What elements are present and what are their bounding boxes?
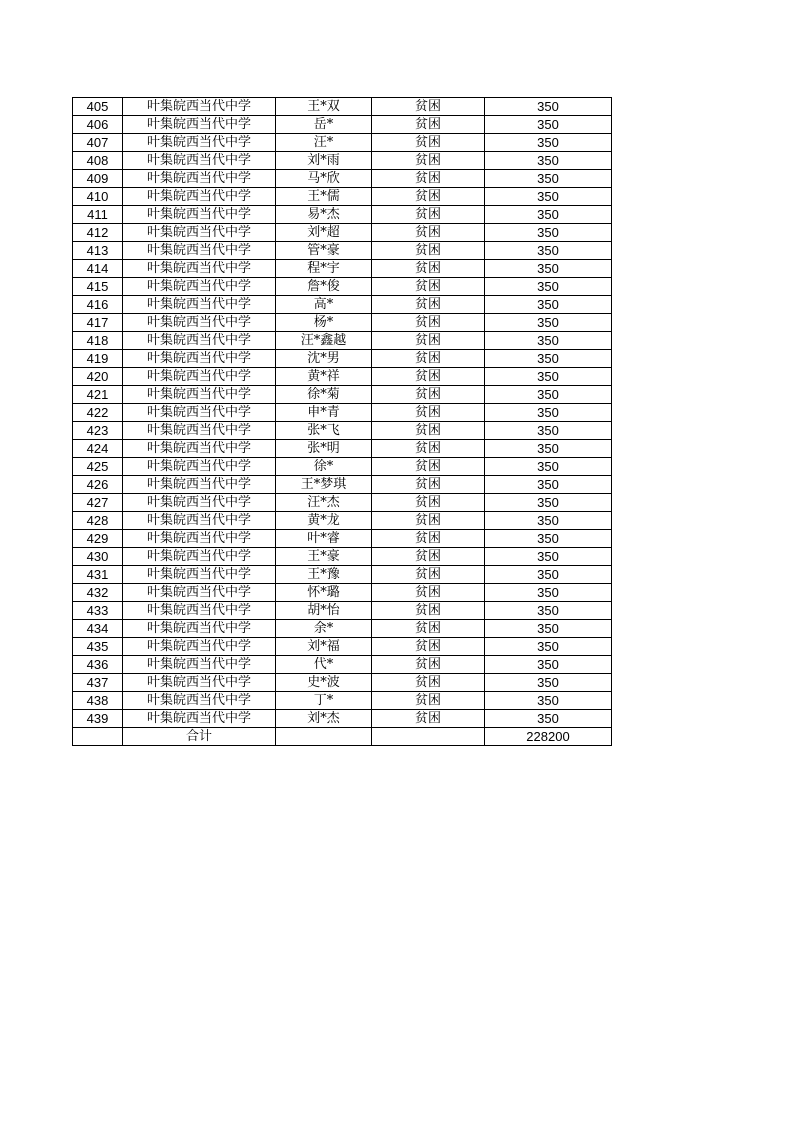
school-cell: 叶集皖西当代中学 [123,278,276,296]
type-cell: 贫困 [372,494,485,512]
type-cell: 贫困 [372,98,485,116]
no-cell: 405 [73,98,123,116]
no-cell: 414 [73,260,123,278]
no-cell: 412 [73,224,123,242]
amount-cell: 350 [485,332,612,350]
school-cell: 叶集皖西当代中学 [123,260,276,278]
school-cell: 叶集皖西当代中学 [123,494,276,512]
type-cell: 贫困 [372,566,485,584]
type-cell: 贫困 [372,404,485,422]
no-cell: 430 [73,548,123,566]
total-label-cell: 合计 [123,728,276,746]
amount-cell: 350 [485,134,612,152]
amount-cell: 350 [485,422,612,440]
table-row [73,386,612,404]
school-cell: 叶集皖西当代中学 [123,224,276,242]
table-row [73,314,612,332]
table-row [73,98,612,116]
school-cell: 叶集皖西当代中学 [123,458,276,476]
table-row [73,296,612,314]
amount-cell: 350 [485,440,612,458]
name-cell: 胡*怡 [276,602,372,620]
school-cell: 叶集皖西当代中学 [123,476,276,494]
name-cell: 叶*睿 [276,530,372,548]
school-cell: 叶集皖西当代中学 [123,548,276,566]
no-cell: 418 [73,332,123,350]
type-cell: 贫困 [372,602,485,620]
school-cell: 叶集皖西当代中学 [123,674,276,692]
no-cell: 429 [73,530,123,548]
type-cell: 贫困 [372,584,485,602]
school-cell: 叶集皖西当代中学 [123,566,276,584]
amount-cell: 350 [485,458,612,476]
type-cell: 贫困 [372,458,485,476]
table-row [73,458,612,476]
type-cell: 贫困 [372,296,485,314]
name-cell: 杨* [276,314,372,332]
name-cell: 怀*璐 [276,584,372,602]
no-cell: 409 [73,170,123,188]
name-cell: 王*双 [276,98,372,116]
table-row [73,242,612,260]
type-cell: 贫困 [372,134,485,152]
type-cell: 贫困 [372,188,485,206]
name-cell: 史*波 [276,674,372,692]
table-row [73,512,612,530]
name-cell: 王*豫 [276,566,372,584]
name-cell: 黄*祥 [276,368,372,386]
school-cell: 叶集皖西当代中学 [123,314,276,332]
name-cell: 马*欣 [276,170,372,188]
school-cell: 叶集皖西当代中学 [123,242,276,260]
table-row [73,188,612,206]
name-cell: 王*豪 [276,548,372,566]
school-cell: 叶集皖西当代中学 [123,692,276,710]
data-table [72,97,612,746]
school-cell: 叶集皖西当代中学 [123,332,276,350]
type-cell: 贫困 [372,242,485,260]
table-row [73,278,612,296]
table-row [73,350,612,368]
school-cell: 叶集皖西当代中学 [123,620,276,638]
amount-cell: 350 [485,494,612,512]
table-row [73,440,612,458]
amount-cell: 350 [485,584,612,602]
name-cell: 张*飞 [276,422,372,440]
name-cell: 汪*鑫越 [276,332,372,350]
no-cell: 426 [73,476,123,494]
type-cell: 贫困 [372,332,485,350]
total-row [73,728,612,746]
amount-cell: 350 [485,314,612,332]
total-amount-cell: 228200 [485,728,612,746]
total-no-cell [73,728,123,746]
amount-cell: 350 [485,368,612,386]
no-cell: 422 [73,404,123,422]
amount-cell: 350 [485,692,612,710]
no-cell: 434 [73,620,123,638]
amount-cell: 350 [485,206,612,224]
amount-cell: 350 [485,278,612,296]
total-name-cell [276,728,372,746]
school-cell: 叶集皖西当代中学 [123,152,276,170]
type-cell: 贫困 [372,512,485,530]
table-row [73,710,612,728]
school-cell: 叶集皖西当代中学 [123,530,276,548]
school-cell: 叶集皖西当代中学 [123,602,276,620]
no-cell: 435 [73,638,123,656]
table-row [73,404,612,422]
type-cell: 贫困 [372,152,485,170]
amount-cell: 350 [485,170,612,188]
name-cell: 丁* [276,692,372,710]
name-cell: 沈*男 [276,350,372,368]
amount-cell: 350 [485,386,612,404]
table-row [73,170,612,188]
amount-cell: 350 [485,404,612,422]
no-cell: 437 [73,674,123,692]
name-cell: 刘*杰 [276,710,372,728]
type-cell: 贫困 [372,206,485,224]
table-row [73,530,612,548]
name-cell: 黄*龙 [276,512,372,530]
school-cell: 叶集皖西当代中学 [123,386,276,404]
type-cell: 贫困 [372,368,485,386]
school-cell: 叶集皖西当代中学 [123,116,276,134]
amount-cell: 350 [485,476,612,494]
school-cell: 叶集皖西当代中学 [123,404,276,422]
table-row [73,368,612,386]
no-cell: 425 [73,458,123,476]
school-cell: 叶集皖西当代中学 [123,134,276,152]
table-row [73,638,612,656]
no-cell: 433 [73,602,123,620]
type-cell: 贫困 [372,656,485,674]
amount-cell: 350 [485,638,612,656]
amount-cell: 350 [485,602,612,620]
name-cell: 刘*雨 [276,152,372,170]
amount-cell: 350 [485,710,612,728]
school-cell: 叶集皖西当代中学 [123,350,276,368]
school-cell: 叶集皖西当代中学 [123,656,276,674]
amount-cell: 350 [485,620,612,638]
type-cell: 贫困 [372,530,485,548]
school-cell: 叶集皖西当代中学 [123,98,276,116]
table-row [73,620,612,638]
school-cell: 叶集皖西当代中学 [123,296,276,314]
amount-cell: 350 [485,98,612,116]
name-cell: 王*儒 [276,188,372,206]
table-row [73,674,612,692]
no-cell: 421 [73,386,123,404]
name-cell: 徐* [276,458,372,476]
table-row [73,692,612,710]
no-cell: 420 [73,368,123,386]
amount-cell: 350 [485,188,612,206]
table-row [73,422,612,440]
school-cell: 叶集皖西当代中学 [123,206,276,224]
no-cell: 439 [73,710,123,728]
no-cell: 438 [73,692,123,710]
amount-cell: 350 [485,152,612,170]
type-cell: 贫困 [372,710,485,728]
no-cell: 406 [73,116,123,134]
table-footer [73,728,612,746]
amount-cell: 350 [485,656,612,674]
name-cell: 汪* [276,134,372,152]
name-cell: 代* [276,656,372,674]
no-cell: 423 [73,422,123,440]
type-cell: 贫困 [372,548,485,566]
name-cell: 岳* [276,116,372,134]
name-cell: 余* [276,620,372,638]
table-row [73,134,612,152]
no-cell: 417 [73,314,123,332]
no-cell: 427 [73,494,123,512]
total-type-cell [372,728,485,746]
school-cell: 叶集皖西当代中学 [123,584,276,602]
school-cell: 叶集皖西当代中学 [123,188,276,206]
school-cell: 叶集皖西当代中学 [123,512,276,530]
name-cell: 高* [276,296,372,314]
table-row [73,494,612,512]
school-cell: 叶集皖西当代中学 [123,638,276,656]
no-cell: 424 [73,440,123,458]
school-cell: 叶集皖西当代中学 [123,440,276,458]
amount-cell: 350 [485,530,612,548]
amount-cell: 350 [485,512,612,530]
no-cell: 408 [73,152,123,170]
name-cell: 易*杰 [276,206,372,224]
amount-cell: 350 [485,242,612,260]
amount-cell: 350 [485,350,612,368]
name-cell: 管*豪 [276,242,372,260]
type-cell: 贫困 [372,116,485,134]
amount-cell: 350 [485,260,612,278]
no-cell: 407 [73,134,123,152]
type-cell: 贫困 [372,350,485,368]
table-row [73,116,612,134]
type-cell: 贫困 [372,638,485,656]
school-cell: 叶集皖西当代中学 [123,368,276,386]
table-row [73,260,612,278]
table-body [73,98,612,728]
school-cell: 叶集皖西当代中学 [123,710,276,728]
no-cell: 413 [73,242,123,260]
no-cell: 428 [73,512,123,530]
amount-cell: 350 [485,566,612,584]
type-cell: 贫困 [372,692,485,710]
name-cell: 刘*福 [276,638,372,656]
no-cell: 432 [73,584,123,602]
no-cell: 410 [73,188,123,206]
amount-cell: 350 [485,548,612,566]
amount-cell: 350 [485,674,612,692]
amount-cell: 350 [485,224,612,242]
type-cell: 贫困 [372,224,485,242]
table-row [73,206,612,224]
type-cell: 贫困 [372,620,485,638]
name-cell: 张*明 [276,440,372,458]
name-cell: 刘*超 [276,224,372,242]
table-row [73,476,612,494]
table-row [73,548,612,566]
type-cell: 贫困 [372,440,485,458]
type-cell: 贫困 [372,278,485,296]
name-cell: 申*青 [276,404,372,422]
name-cell: 王*梦琪 [276,476,372,494]
table-row [73,656,612,674]
no-cell: 411 [73,206,123,224]
no-cell: 415 [73,278,123,296]
name-cell: 程*宇 [276,260,372,278]
type-cell: 贫困 [372,260,485,278]
school-cell: 叶集皖西当代中学 [123,170,276,188]
no-cell: 431 [73,566,123,584]
no-cell: 436 [73,656,123,674]
name-cell: 徐*菊 [276,386,372,404]
no-cell: 419 [73,350,123,368]
type-cell: 贫困 [372,170,485,188]
table-row [73,224,612,242]
type-cell: 贫困 [372,476,485,494]
table-row [73,584,612,602]
type-cell: 贫困 [372,422,485,440]
name-cell: 詹*俊 [276,278,372,296]
amount-cell: 350 [485,116,612,134]
table-row [73,566,612,584]
type-cell: 贫困 [372,314,485,332]
type-cell: 贫困 [372,674,485,692]
table-row [73,602,612,620]
type-cell: 贫困 [372,386,485,404]
amount-cell: 350 [485,296,612,314]
name-cell: 汪*杰 [276,494,372,512]
table-row [73,152,612,170]
school-cell: 叶集皖西当代中学 [123,422,276,440]
table-row [73,332,612,350]
no-cell: 416 [73,296,123,314]
